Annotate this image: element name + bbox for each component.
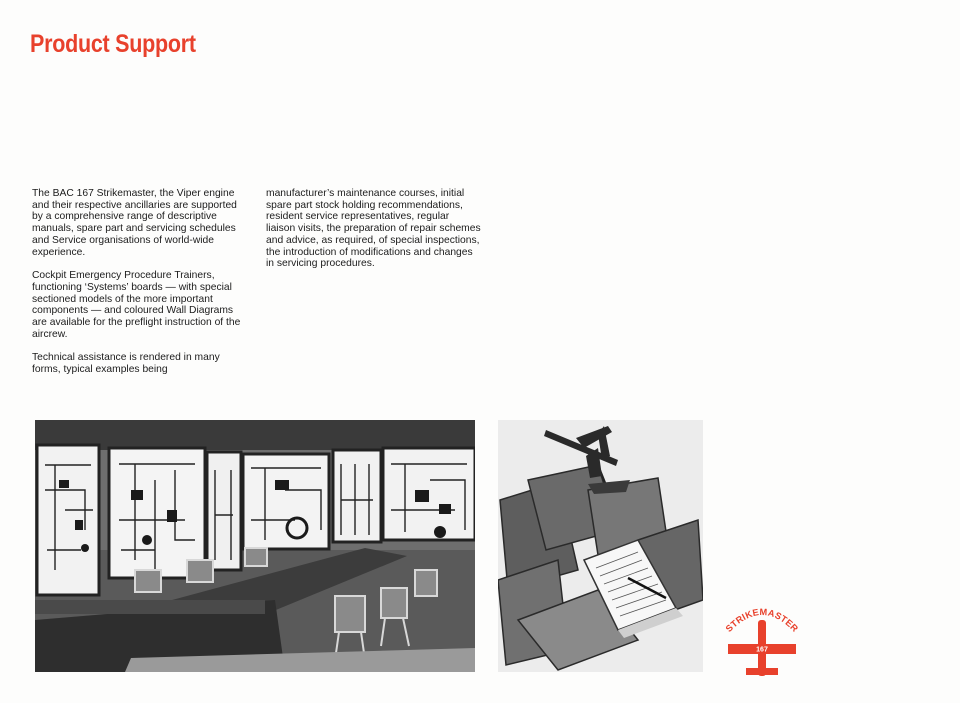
paragraph-support-overview: The BAC 167 Strikemaster, the Viper engine and their respective ancillaries are supported by a comprehensive range of descriptive manuals, spare part and servicing schedules and Service organisations of world-wide experience. bbox=[32, 188, 237, 258]
right-text-column bbox=[266, 188, 481, 282]
paragraph-assistance-examples: manufacturer’s maintenance courses, initial spare part stock holding recommendations, resident service representatives, regular liaison visits, the preparation of repair schemes and advice, as required, of special inspections, the introduction of modifications and changes in servicing procedures. bbox=[266, 188, 481, 270]
left-text-column bbox=[32, 188, 247, 388]
strikemaster-logo bbox=[724, 598, 800, 678]
page-title: Product Support bbox=[30, 30, 196, 58]
training-room-photo bbox=[35, 420, 475, 672]
paragraph-training-aids: Cockpit Emergency Procedure Trainers, functioning ‘Systems’ boards — with special sectioned models of the more important components — and coloured Wall Diagrams are available for the preflight instruction of the aircrew. bbox=[32, 270, 241, 340]
paragraph-technical-assistance: Technical assistance is rendered in many forms, typical examples being bbox=[32, 352, 220, 376]
logo-wordmark: STRIKEMASTER bbox=[724, 606, 800, 634]
logo-number: 167 bbox=[756, 646, 768, 654]
manuals-photo bbox=[498, 420, 703, 672]
